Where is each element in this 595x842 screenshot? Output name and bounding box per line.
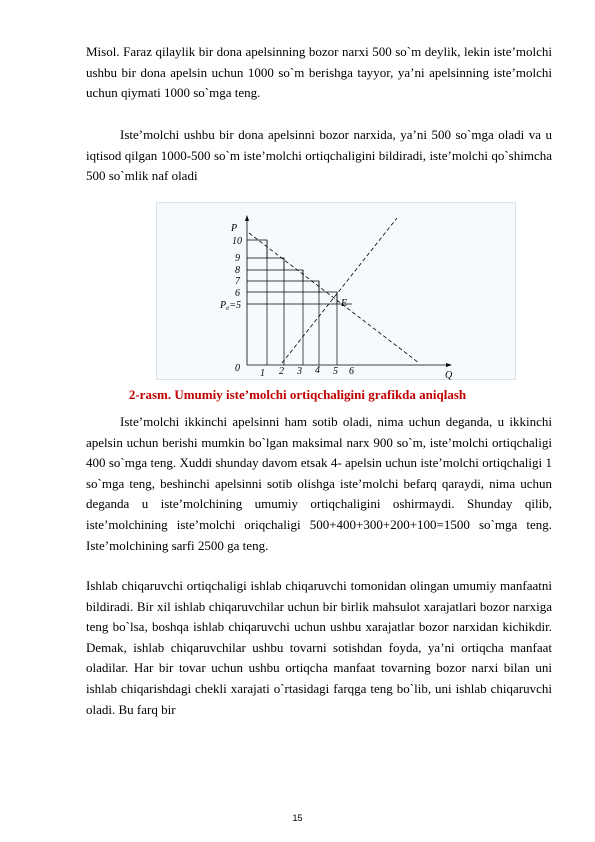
x-axis-arrow (446, 363, 452, 367)
paragraph-example: Misol. Faraz qilaylik bir dona apelsinning bozor narxi 500 so`m deylik, lekin iste’molchi ushbu bir dona apelsin uchun 1000 so`m berishga tayyor, ya’ni apelsinning iste’molchi uchun qiymati 1000 so`mga teng. (86, 44, 552, 101)
consumer-surplus-figure (156, 202, 516, 380)
x-tick-3: 3 (297, 366, 302, 377)
figure-caption: 2-rasm. Umumiy iste’molchi ortiqchaligini grafikda aniqlash (128, 387, 467, 402)
equilibrium-label: E (341, 298, 348, 309)
x-tick-6: 6 (349, 366, 354, 377)
demand-line (249, 233, 419, 363)
consumer-surplus-graph (157, 203, 517, 381)
y-axis-label: P (231, 223, 238, 234)
y-tick-9: 9 (235, 253, 240, 264)
x-tick-2: 2 (279, 366, 284, 377)
x-tick-4: 4 (315, 365, 320, 376)
paragraph-consumer-surplus: Iste’molchi ikkinchi apelsinni ham sotib oladi, nima uchun deganda, u ikkinchi apelsin uchun berishi mumkin bo`lgan maksimal narx 900 so`m, iste’molchi ortiqchaligi 400 so`mga teng. Xuddi shunday davom etsak 4- apelsin uchun iste’molchi ortiqchaligi 1 so`mga teng, beshinchi apelsinni sotib olishga iste’molchi befarq qaraydi, nima uchun deganda u iste’molchining umumiy ortiqchaligini oshirmaydi. Shunday qilib, iste’molchining iste’molchi oriqchaligi 500+400+300+200+100=1500 so`mga teng. Iste’molchining sarfi 2500 ga teng. (86, 414, 552, 553)
y-tick-8: 8 (235, 265, 240, 276)
y-axis-arrow (245, 215, 249, 221)
supply-line (282, 218, 397, 363)
page-number: 15 (292, 813, 303, 823)
y-tick-6: 6 (235, 288, 240, 299)
y-tick-pe: $P_e=5$ (220, 300, 241, 312)
paragraph-surplus-first: Iste’molchi ushbu bir dona apelsinni bozor narxida, ya’ni 500 so`mga oladi va u iqtisod qilgan 1000-500 so`m iste’molchi ortiqchaligini bildiradi, iste’molchi qo`shimcha 500 so`mlik naf oladi (86, 127, 552, 184)
x-tick-1: 1 (260, 368, 265, 379)
y-tick-10: 10 (232, 236, 242, 247)
origin-label: 0 (235, 363, 240, 374)
paragraph-producer-surplus: Ishlab chiqaruvchi ortiqchaligi ishlab chiqaruvchi tomonidan olingan umumiy manfaatni bildiradi. Bir xil ishlab chiqaruvchilar uchun bir birlik mahsulot xarajatlari bozor narxiga teng bo`lsa, boshqa ishlab chiqaruvchi uchun ushbu xarajatlar bozor narxidan kichikdir. Demak, ishlab chiqaruvchilar ushbu tovarni sotishdan foyda, ya’ni ortiqcha manfaat oladilar. Har bir tovar uchun ushbu ortiqcha manfaat tovarning bozor narxi bilan uni ishlab chiqarishdagi chekli xarajati o`rtasidagi farqga teng bo`lib, uni ishlab chiqaruvchi oladi. Bu farq bir (86, 578, 552, 717)
y-tick-7: 7 (235, 276, 240, 287)
x-tick-5: 5 (333, 366, 338, 377)
x-axis-label: Q (445, 370, 453, 381)
